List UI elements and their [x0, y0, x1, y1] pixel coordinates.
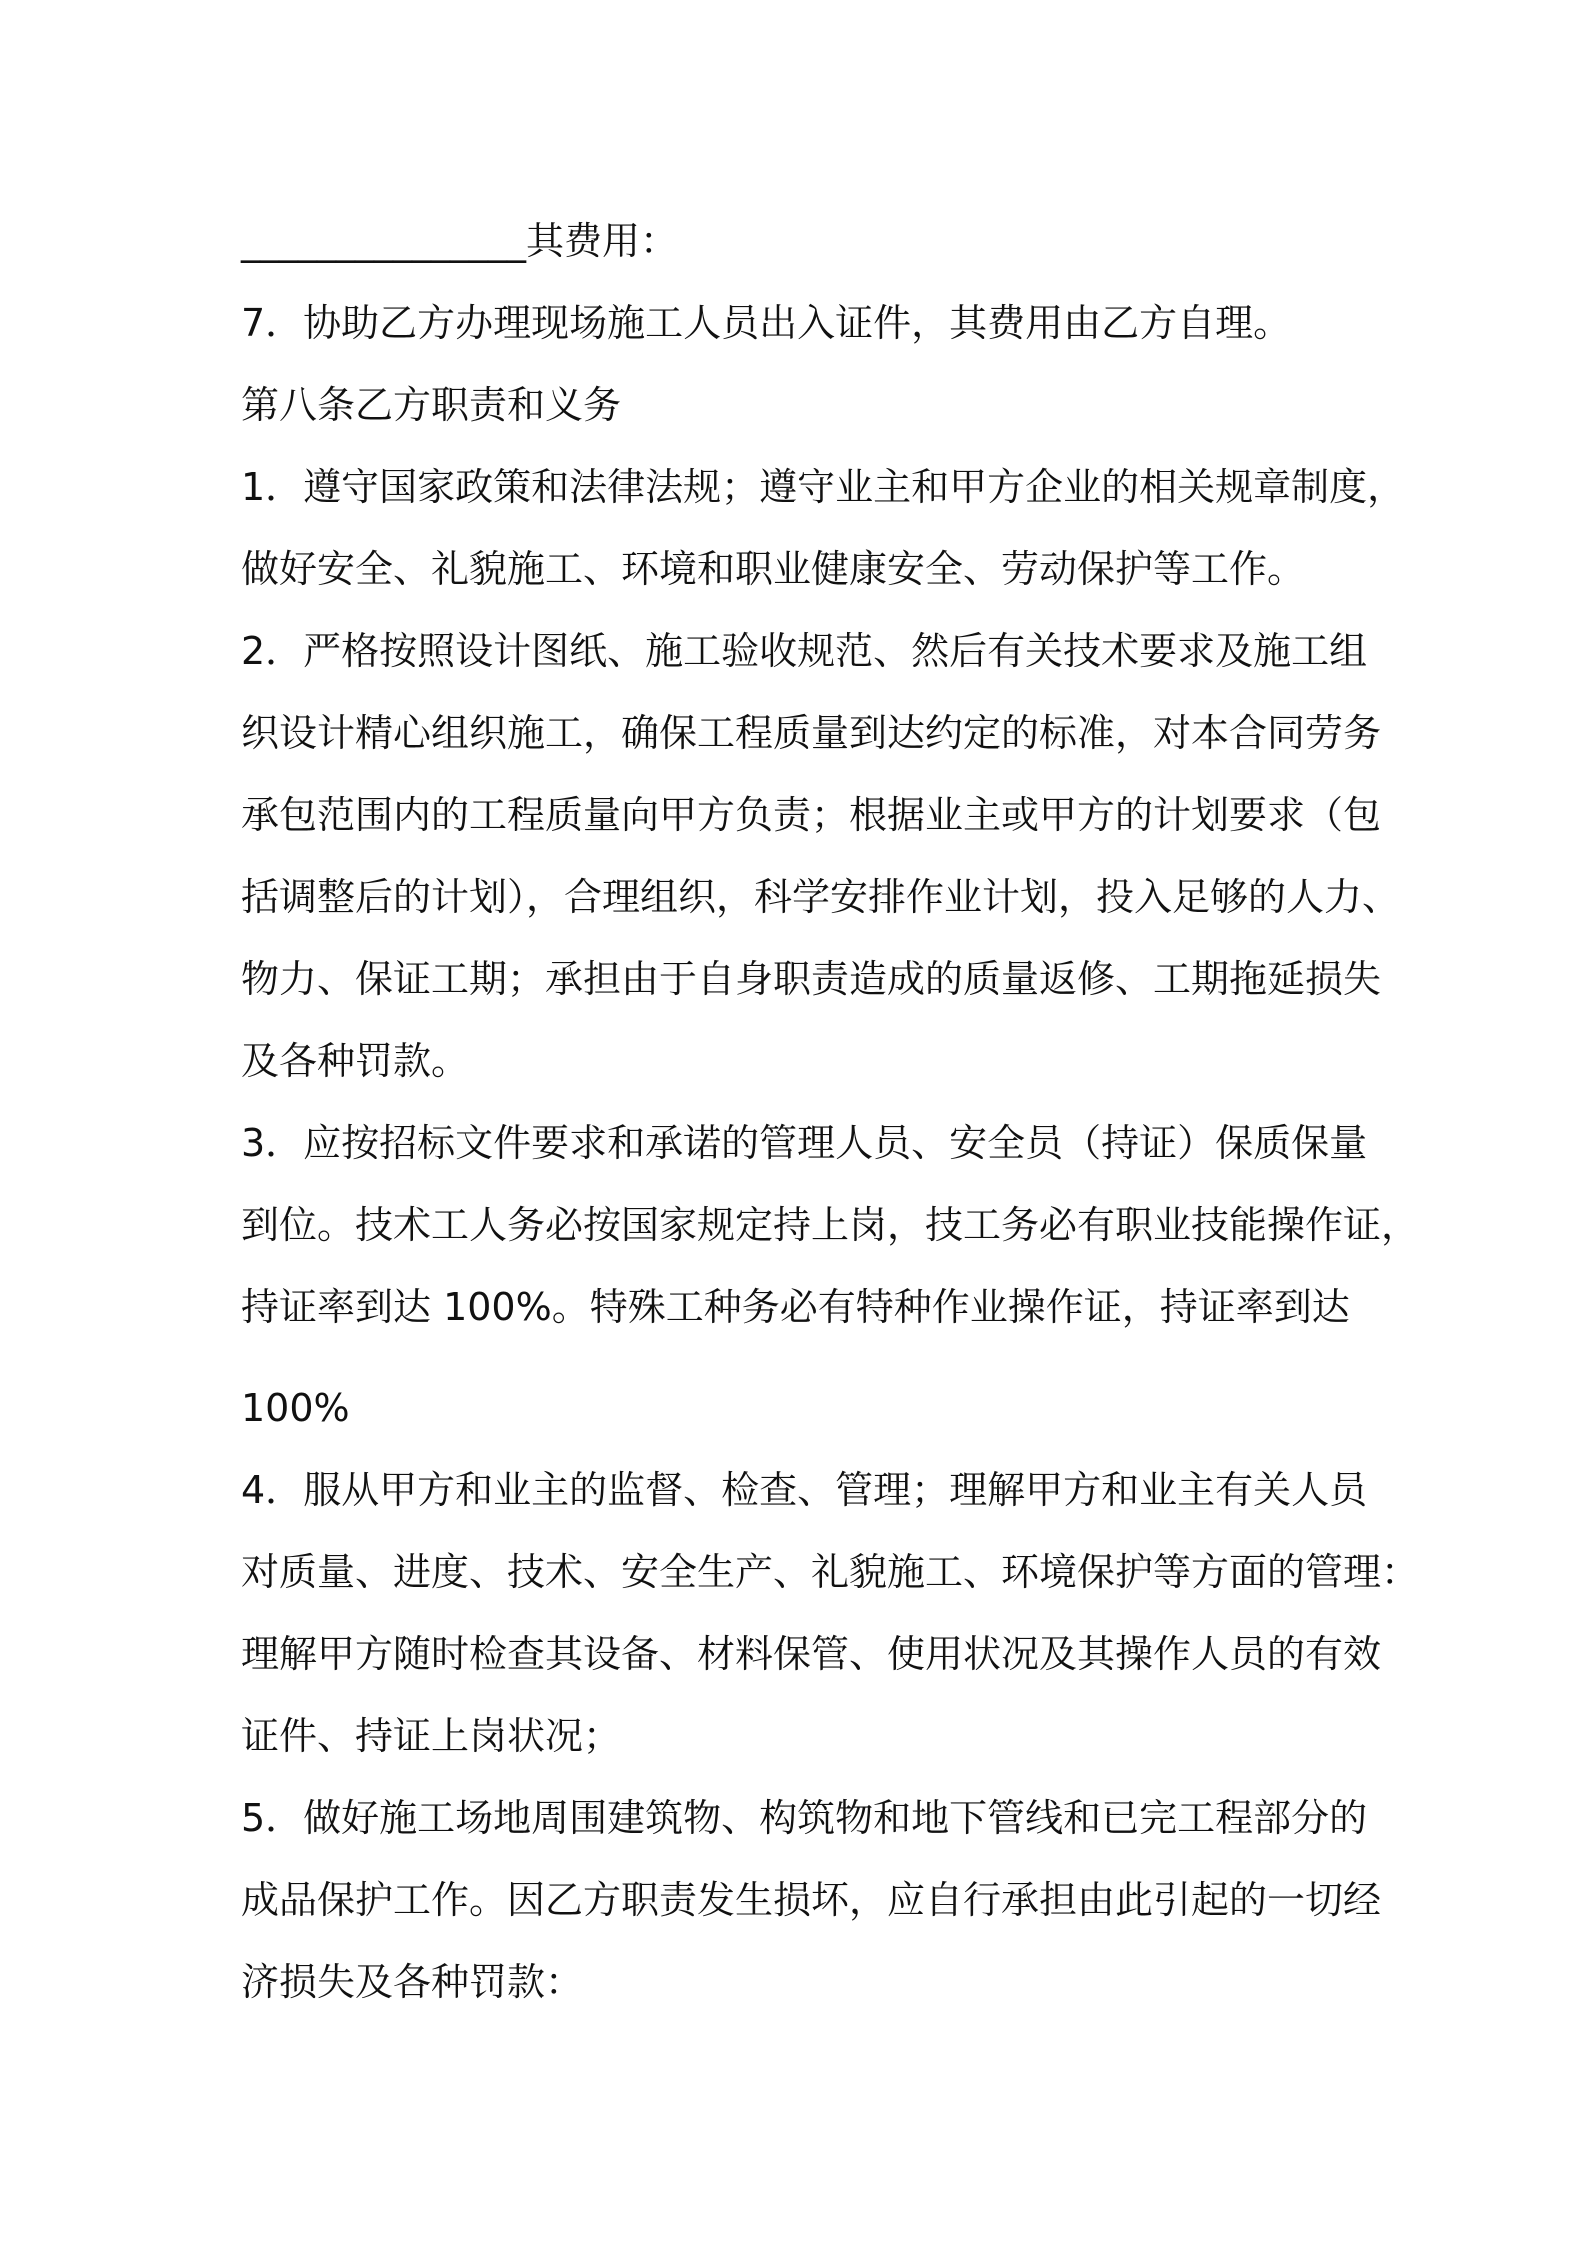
section-heading-article-8: 第八条乙方职责和义务 — [241, 383, 622, 427]
clause-2-line-4: 括调整后的计划），合理组织，科学安排作业计划，投入足够的人力、 — [241, 875, 1401, 919]
text-line-fee-blank: _______________其费用： — [241, 219, 679, 263]
clause-2-line-3: 承包范围内的工程质量向甲方负责；根据业主或甲方的计划要求（包 — [241, 793, 1382, 837]
clause-3-line-4: 100% — [241, 1386, 350, 1430]
clause-2-line-5: 物力、保证工期；承担由于自身职责造成的质量返修、工期拖延损失 — [241, 957, 1382, 1001]
clause-3-line-2: 到位。技术工人务必按国家规定持上岗，技工务必有职业技能操作证， — [241, 1203, 1420, 1247]
clause-5-line-1: 5．做好施工场地周围建筑物、构筑物和地下管线和已完工程部分的 — [241, 1796, 1368, 1840]
clause-7-line: 7．协助乙方办理现场施工人员出入证件，其费用由乙方自理。 — [241, 301, 1292, 345]
document-body — [241, 200, 1420, 2023]
clause-4-line-4: 证件、持证上岗状况； — [241, 1714, 622, 1758]
clause-3-line-3: 持证率到达 100%。特殊工种务必有特种作业操作证，持证率到达 — [241, 1285, 1350, 1329]
clause-3-line-1: 3．应按招标文件要求和承诺的管理人员、安全员（持证）保质保量 — [241, 1121, 1368, 1165]
clause-5-line-2: 成品保护工作。因乙方职责发生损坏，应自行承担由此引起的一切经 — [241, 1878, 1382, 1922]
clause-2-line-2: 织设计精心组织施工，确保工程质量到达约定的标准，对本合同劳务 — [241, 711, 1382, 755]
clause-4-line-2: 对质量、进度、技术、安全生产、礼貌施工、环境保护等方面的管理： — [241, 1550, 1420, 1594]
clause-2-line-1: 2．严格按照设计图纸、施工验收规范、然后有关技术要求及施工组 — [241, 629, 1368, 673]
clause-1-line-1: 1．遵守国家政策和法律法规；遵守业主和甲方企业的相关规章制度， — [241, 465, 1406, 509]
clause-5-line-3: 济损失及各种罚款： — [241, 1960, 584, 2004]
clause-1-line-2: 做好安全、礼貌施工、环境和职业健康安全、劳动保护等工作。 — [241, 547, 1306, 591]
clause-4-line-1: 4．服从甲方和业主的监督、检查、管理；理解甲方和业主有关人员 — [241, 1468, 1368, 1512]
clause-4-line-3: 理解甲方随时检查其设备、材料保管、使用状况及其操作人员的有效 — [241, 1632, 1382, 1676]
clause-2-line-6: 及各种罚款。 — [241, 1039, 470, 1083]
